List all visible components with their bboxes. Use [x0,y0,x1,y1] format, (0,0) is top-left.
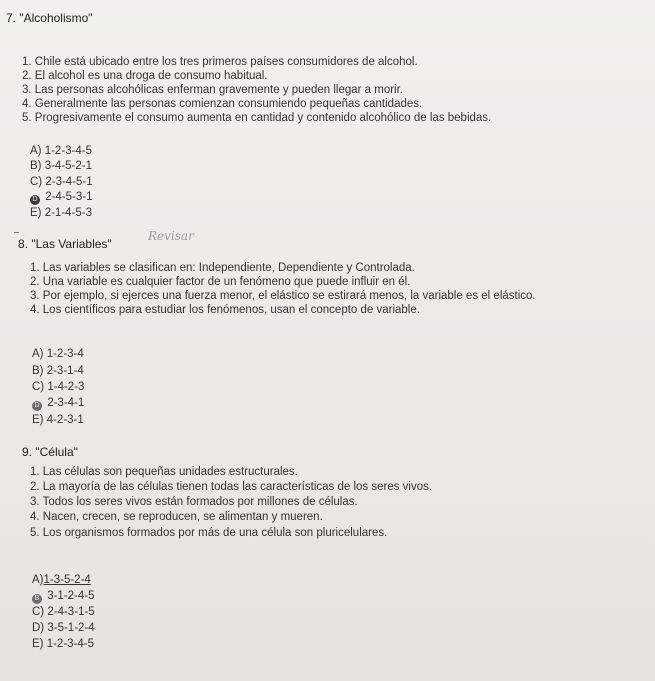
q9-option-c[interactable]: C) 2-4-3-1-5 [32,606,95,618]
selected-answer-mark-icon: B [32,594,42,604]
q7-item-3: 3. Las personas alcohólicas enferman gravemente y pueden llegar a morir. [22,84,403,96]
q9-item-3: 3. Todos los seres vivos están formados por millones de células. [30,496,358,508]
q7-option-d[interactable]: D 2-4-5-3-1 [30,191,93,205]
q7-option-c[interactable]: C) 2-3-4-5-1 [30,176,93,188]
q7-option-e[interactable]: E) 2-1-4-5-3 [30,207,93,219]
q8-item-3: 3. Por ejemplo, si ejerces una fuerza menor, el elástico se estirará menos, la variable es el elástico. [30,290,536,302]
q7-title: 7. "Alcoholismo" [6,11,93,25]
q9-option-b[interactable]: B 3-1-2-4-5 [32,590,95,604]
q9-item-1: 1. Las células son pequeñas unidades estructurales. [30,466,298,478]
q7-option-b[interactable]: B) 3-4-5-2-1 [30,160,93,172]
q9-item-2: 2. La mayoría de las células tienen todas las características de los seres vivos. [30,481,433,493]
handwritten-note: Revisar [148,229,194,243]
q7-item-2: 2. El alcohol es una droga de consumo habitual. [22,70,268,82]
q9-option-e[interactable]: E) 1-2-3-4-5 [32,638,95,650]
q8-option-d[interactable]: D 2-3-4-1 [32,397,84,411]
q9-title: 9. "Célula" [22,445,78,459]
q7-item-5: 5. Progresivamente el consumo aumenta en cantidad y contenido alcohólico de las bebidas. [22,112,492,124]
selected-answer-mark-icon: D [32,401,42,411]
q9-item-4: 4. Nacen, crecen, se reproducen, se alimentan y mueren. [30,511,323,523]
q8-option-b[interactable]: B) 2-3-1-4 [32,365,84,377]
q8-option-c[interactable]: C) 1-4-2-3 [32,381,85,393]
q8-item-1: 1. Las variables se clasifican en: Independiente, Dependiente y Controlada. [30,262,415,274]
q7-item-1: 1. Chile está ubicado entre los tres primeros países consumidores de alcohol. [22,56,418,68]
pen-mark [14,232,19,233]
q8-option-a[interactable]: A) 1-2-3-4 [32,348,84,360]
q8-option-e[interactable]: E) 4-2-3-1 [32,414,84,426]
q9-item-5: 5. Los organismos formados por más de una célula son pluricelulares. [30,527,388,539]
q7-item-4: 4. Generalmente las personas comienzan consumiendo pequeñas cantidades. [22,98,423,110]
q9-option-d[interactable]: D) 3-5-1-2-4 [32,622,95,634]
q7-option-a[interactable]: A) 1-2-3-4-5 [30,145,93,157]
q8-item-4: 4. Los científicos para estudiar los fenómenos, usan el concepto de variable. [30,304,420,316]
q8-title: 8. "Las Variables" [18,237,112,251]
q8-item-2: 2. Una variable es cualquier factor de un fenómeno que puede influir en él. [30,276,411,288]
selected-answer-mark-icon: D [30,195,40,205]
q9-option-a[interactable]: A)1-3-5-2-4 [32,574,91,586]
